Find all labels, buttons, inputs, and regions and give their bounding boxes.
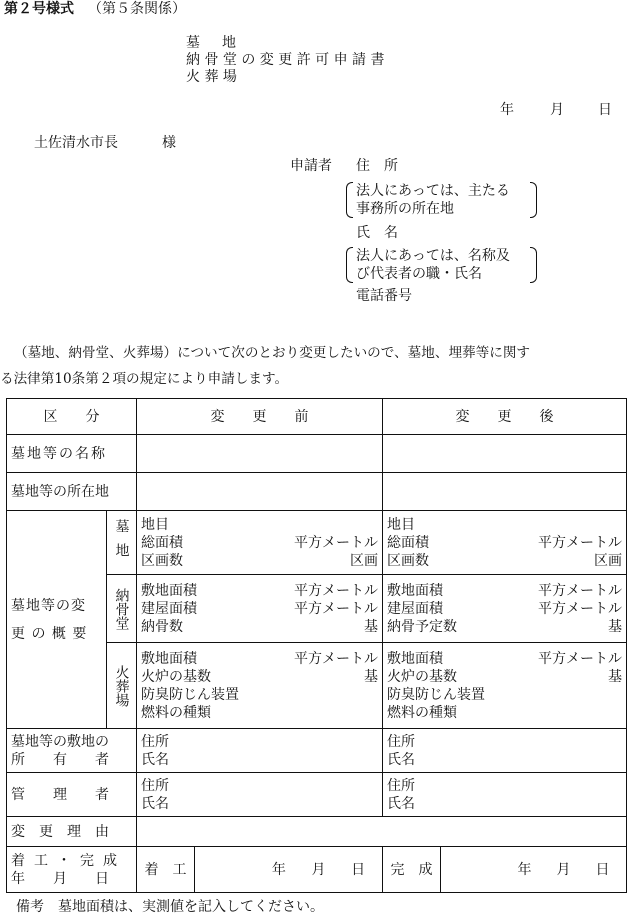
applicant-address-label: 住 所 [356, 158, 398, 174]
right-bracket [530, 182, 537, 218]
form-reference: （第５条関係） [88, 1, 186, 17]
body-text-line-2: る法律第10条第２項の規定により申請します。 [0, 371, 289, 387]
date-month: 月 [550, 102, 564, 118]
header-before: 変 更 前 [137, 399, 383, 435]
manager-after[interactable]: 住所 氏名 [383, 773, 627, 817]
crematorium-before[interactable]: 敷地面積 平方メートル 火炉の基数 基 防臭防じん装置 燃料の種類 [137, 643, 383, 729]
label-start: 着 工 [137, 847, 195, 893]
field-name-after[interactable] [383, 435, 627, 473]
applicant-name-label: 氏 名 [356, 225, 398, 241]
title-line-2: 納 骨 堂 の 変 更 許 可 申 請 書 [186, 52, 385, 68]
field-start-date[interactable]: 年 月 日 [195, 847, 383, 893]
owner-after[interactable]: 住所 氏名 [383, 729, 627, 773]
header-after: 変 更 後 [383, 399, 627, 435]
cemetery-after[interactable]: 地目 総面積 平方メートル 区画数 区画 [383, 511, 627, 575]
cemetery-before[interactable]: 地目 総面積 平方メートル 区画数 区画 [137, 511, 383, 575]
label-manager: 管 理 者 [7, 773, 137, 817]
row-facility-name [7, 435, 627, 473]
name-note-1: 法人にあっては、名称及 [356, 248, 510, 264]
field-reason[interactable] [137, 817, 627, 847]
left-bracket [346, 182, 353, 218]
crematorium-after[interactable]: 敷地面積 平方メートル 火炉の基数 基 防臭防じん装置 燃料の種類 [383, 643, 627, 729]
ossuary-before[interactable]: 敷地面積 平方メートル 建屋面積 平方メートル 納骨数 基 [137, 575, 383, 643]
label-ossuary: 納骨堂 [107, 575, 137, 643]
label-dates: 着工・完成 年 月 日 [7, 847, 137, 893]
date-year: 年 [500, 102, 514, 118]
applicant-label: 申請者 [290, 158, 332, 174]
label-crematorium: 火葬場 [107, 643, 137, 729]
left-bracket [346, 247, 353, 283]
addressee-honorific: 様 [162, 135, 176, 151]
field-finish-date[interactable]: 年 月 日 [441, 847, 627, 893]
applicant-phone-label: 電話番号 [356, 288, 412, 304]
application-table [6, 398, 627, 893]
row-cemetery [7, 511, 627, 575]
name-note-2: び代表者の職・氏名 [356, 266, 482, 282]
label-cemetery: 墓地 [107, 511, 137, 575]
header-category: 区 分 [7, 399, 137, 435]
address-note-1: 法人にあっては、主たる [356, 183, 510, 199]
label-reason: 変 更 理 由 [7, 817, 137, 847]
title-line-1: 墓 地 [186, 35, 240, 51]
row-manager [7, 773, 627, 817]
label-outline: 墓地等の変 更 の 概 要 [7, 511, 107, 729]
title-line-3: 火 葬 場 [186, 69, 237, 85]
right-bracket [530, 247, 537, 283]
row-facility-location [7, 473, 627, 511]
manager-before[interactable]: 住所 氏名 [137, 773, 383, 817]
addressee-name: 土佐清水市長 [34, 135, 118, 151]
address-note-2: 事務所の所在地 [356, 201, 454, 217]
date-day: 日 [598, 102, 612, 118]
label-facility-name: 墓地等の名称 [7, 435, 137, 473]
footnote: 備考 墓地面積は、実測値を記入してください。 [16, 899, 324, 915]
table-header-row [7, 399, 627, 435]
label-finish: 完 成 [383, 847, 441, 893]
field-name-before[interactable] [137, 435, 383, 473]
owner-before[interactable]: 住所 氏名 [137, 729, 383, 773]
label-facility-location: 墓地等の所在地 [7, 473, 137, 511]
ossuary-after[interactable]: 敷地面積 平方メートル 建屋面積 平方メートル 納骨予定数 基 [383, 575, 627, 643]
label-owner: 墓地等の敷地の 所 有 者 [7, 729, 137, 773]
field-location-after[interactable] [383, 473, 627, 511]
field-location-before[interactable] [137, 473, 383, 511]
row-owner [7, 729, 627, 773]
row-dates [7, 847, 627, 893]
form-number: 第２号様式 [4, 1, 74, 17]
row-reason [7, 817, 627, 847]
body-text-line-1: （墓地、納骨堂、火葬場）について次のとおり変更したいので、墓地、埋葬等に関す [14, 345, 531, 361]
